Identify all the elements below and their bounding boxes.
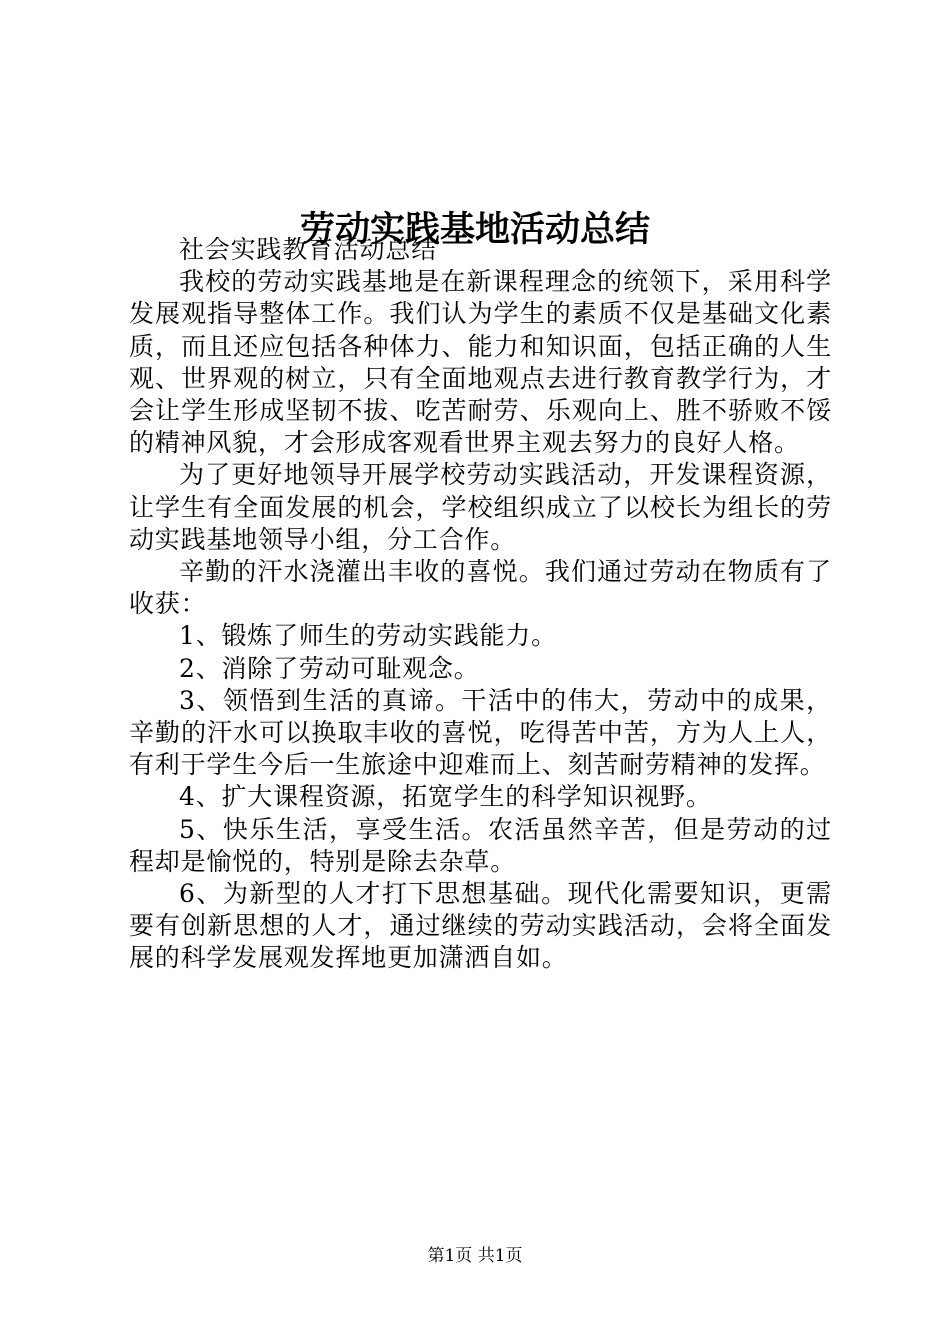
list-item: 3、领悟到生活的真谛。干活中的伟大，劳动中的成果，辛勤的汗水可以换取丰收的喜悦，吃得苦中苦，方为人上人，有利于学生今后一生旅途中迎难而上、刻苦耐劳精神的发挥。	[129, 685, 832, 780]
list-item: 5、快乐生活，享受生活。农活虽然辛苦，但是劳动的过程却是愉悦的，特别是除去杂草。	[129, 814, 832, 876]
list-item: 4、扩大课程资源，拓宽学生的科学知识视野。	[179, 782, 712, 812]
subtitle-paragraph: 社会实践教育活动总结	[179, 235, 438, 264]
document-body	[129, 234, 832, 975]
list-item: 6、为新型的人才打下思想基础。现代化需要知识，更需要有创新思想的人才，通过继续的劳动实践活动，会将全面发展的科学发展观发挥地更加潇洒自如。	[129, 879, 832, 973]
document-title: 劳动实践基地活动总结	[299, 209, 650, 251]
list-item: 2、消除了劳动可耻观念。	[179, 653, 480, 683]
body-paragraph: 为了更好地领导开展学校劳动实践活动，开发课程资源，让学生有全面发展的机会，学校组织成立了以校长为组长的劳动实践基地领导小组，分工合作。	[129, 460, 832, 554]
body-paragraph: 我校的劳动实践基地是在新课程理念的统领下，采用科学发展观指导整体工作。我们认为学生的素质不仅是基础文化素质，而且还应包括各种体力、能力和知识面，包括正确的人生观、世界观的树立，只有全面地观点去进行教育教学行为，才会让学生形成坚韧不拔、吃苦耐劳、乐观向上、胜不骄败不馁的精神风貌，才会形成客观看世界主观去努力的良好人格。	[129, 267, 832, 458]
list-item: 1、锻炼了师生的劳动实践能力。	[179, 621, 557, 651]
body-paragraph: 辛勤的汗水浇灌出丰收的喜悦。我们通过劳动在物质有了收获：	[129, 557, 832, 619]
page-number-footer: 第1页 共1页	[427, 1246, 523, 1266]
